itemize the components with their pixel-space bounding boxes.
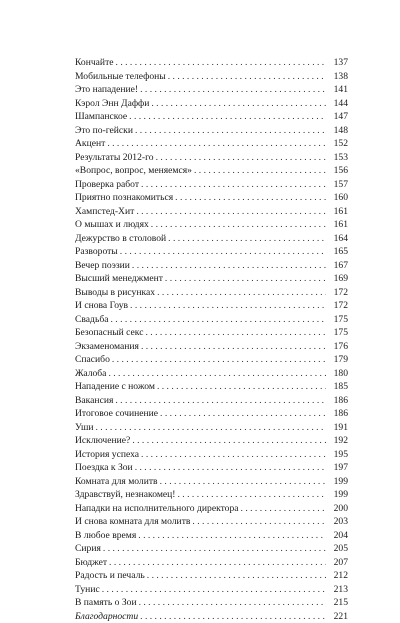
toc-entry-title: Вакансия: [75, 394, 115, 408]
toc-entry: [75, 515, 348, 529]
toc-entry-title: Здравствуй, незнакомец!: [75, 488, 178, 502]
toc-entry-page-number: 152: [326, 137, 348, 151]
toc-dot-leader: [139, 596, 326, 610]
toc-entry-page-number: 191: [326, 421, 348, 435]
toc-entry: [75, 313, 348, 327]
toc-dot-leader: [136, 205, 326, 219]
toc-entry-page-number: 199: [326, 488, 348, 502]
toc-dot-leader: [135, 124, 326, 138]
toc-entry-page-number: 199: [326, 475, 348, 489]
toc-entry-title: Нападки на исполнительного директора: [75, 502, 241, 516]
toc-entry-page-number: 161: [326, 218, 348, 232]
toc-entry-page-number: 156: [326, 164, 348, 178]
toc-dot-leader: [141, 340, 326, 354]
toc-entry-title: Шампанское: [75, 110, 129, 124]
toc-dot-leader: [140, 83, 326, 97]
toc-entry-title: Кончайте: [75, 56, 116, 70]
toc-dot-leader: [157, 380, 326, 394]
toc-dot-leader: [107, 137, 326, 151]
toc-entry-page-number: 185: [326, 380, 348, 394]
toc-entry-title: Результаты 2012-го: [75, 151, 156, 165]
toc-entry-title: Дежурство в столовой: [75, 232, 168, 246]
toc-entry-title: Радость и печаль: [75, 569, 147, 583]
toc-entry-page-number: 203: [326, 515, 348, 529]
toc-dot-leader: [175, 191, 326, 205]
toc-entry-page-number: 180: [326, 367, 348, 381]
toc-entry: [75, 434, 348, 448]
toc-dot-leader: [129, 110, 326, 124]
toc-dot-leader: [168, 232, 326, 246]
toc-dot-leader: [138, 529, 326, 543]
toc-entry-title: Уши: [75, 421, 95, 435]
toc-dot-leader: [130, 299, 326, 313]
toc-entry: [75, 367, 348, 381]
toc-entry: [75, 191, 348, 205]
toc-dot-leader: [141, 448, 326, 462]
toc-entry-page-number: 167: [326, 259, 348, 273]
toc-entry-page-number: 204: [326, 529, 348, 543]
toc-entry-title: Проверка работ: [75, 178, 141, 192]
toc-entry-page-number: 141: [326, 83, 348, 97]
toc-entry-title: И снова комната для молитв: [75, 515, 192, 529]
toc-entry-title: Спасибо: [75, 353, 112, 367]
toc-entry: [75, 272, 348, 286]
toc-entry-page-number: 192: [326, 434, 348, 448]
toc-entry: [75, 259, 348, 273]
toc-dot-leader: [241, 502, 326, 516]
toc-dot-leader: [141, 178, 326, 192]
toc-entry-page-number: 148: [326, 124, 348, 138]
toc-entry: [75, 475, 348, 489]
toc-dot-leader: [165, 272, 326, 286]
toc-entry-title: Нападение с ножом: [75, 380, 157, 394]
toc-entry-title: О мышах и людях: [75, 218, 151, 232]
toc-entry-page-number: 160: [326, 191, 348, 205]
toc-entry-title: Кэрол Энн Даффи: [75, 97, 151, 111]
toc-entry-page-number: 172: [326, 299, 348, 313]
toc-entry-page-number: 169: [326, 272, 348, 286]
toc-dot-leader: [192, 515, 326, 529]
toc-entry-page-number: 215: [326, 596, 348, 610]
toc-entry: [75, 56, 348, 70]
toc-dot-leader: [132, 259, 326, 273]
toc-entry-page-number: 195: [326, 448, 348, 462]
toc-dot-leader: [112, 353, 326, 367]
toc-dot-leader: [160, 475, 326, 489]
toc-entry-page-number: 205: [326, 542, 348, 556]
toc-entry-title: Бюджет: [75, 556, 109, 570]
toc-dot-leader: [194, 164, 326, 178]
toc-entry-title: И снова Гоув: [75, 299, 130, 313]
toc-entry: [75, 596, 348, 610]
toc-entry: [75, 164, 348, 178]
toc-entry-page-number: 144: [326, 97, 348, 111]
toc-dot-leader: [160, 407, 326, 421]
toc-dot-leader: [116, 56, 326, 70]
toc-entry-page-number: 186: [326, 394, 348, 408]
toc-entry-title: Тунис: [75, 583, 102, 597]
toc-entry-page-number: 175: [326, 326, 348, 340]
toc-entry-page-number: 221: [326, 610, 348, 623]
toc-entry: [75, 394, 348, 408]
toc-entry-title: «Вопрос, вопрос, меняемся»: [75, 164, 194, 178]
toc-dot-leader: [115, 394, 326, 408]
toc-entry-page-number: 176: [326, 340, 348, 354]
toc-dot-leader: [151, 97, 326, 111]
toc-entry-page-number: 175: [326, 313, 348, 327]
toc-entry: [75, 110, 348, 124]
toc-dot-leader: [135, 461, 326, 475]
toc-entry: [75, 232, 348, 246]
toc-entry: [75, 299, 348, 313]
toc-entry-title: Это нападение!: [75, 83, 140, 97]
toc-entry-title: Благодарности: [75, 610, 140, 623]
toc-entry: [75, 407, 348, 421]
toc-entry-page-number: 165: [326, 245, 348, 259]
toc-entry-title: Безопасный секс: [75, 326, 146, 340]
toc-entry-title: Исключение?: [75, 434, 132, 448]
toc-entry-title: Вечер поэзии: [75, 259, 132, 273]
toc-entry-title: Поездка к Зои: [75, 461, 135, 475]
toc-entry-title: В любое время: [75, 529, 138, 543]
toc-entry-title: Свадьба: [75, 313, 110, 327]
toc-entry: [75, 245, 348, 259]
toc-dot-leader: [132, 434, 326, 448]
toc-entry-title: История успеха: [75, 448, 141, 462]
toc-entry: [75, 137, 348, 151]
toc-entry: [75, 218, 348, 232]
toc-entry-page-number: 179: [326, 353, 348, 367]
toc-entry-page-number: 207: [326, 556, 348, 570]
toc-entry-title: Сирия: [75, 542, 103, 556]
toc-entry-title: Акцент: [75, 137, 107, 151]
toc-entry-title: Комната для молитв: [75, 475, 160, 489]
toc-dot-leader: [102, 583, 326, 597]
toc-entry: [75, 353, 348, 367]
toc-entry: [75, 178, 348, 192]
toc-entry: [75, 380, 348, 394]
toc-entry-page-number: 161: [326, 205, 348, 219]
toc-entry-page-number: 213: [326, 583, 348, 597]
toc-entry: [75, 461, 348, 475]
toc-dot-leader: [120, 245, 326, 259]
toc-entry: [75, 205, 348, 219]
toc-dot-leader: [109, 556, 326, 570]
toc-entry: [75, 556, 348, 570]
toc-entry-title: Хампстед-Хит: [75, 205, 136, 219]
toc-dot-leader: [108, 367, 326, 381]
toc-dot-leader: [151, 218, 326, 232]
toc-entry: [75, 124, 348, 138]
table-of-contents: [75, 56, 348, 623]
toc-entry-page-number: 138: [326, 70, 348, 84]
toc-entry-title: Мобильные телефоны: [75, 70, 168, 84]
toc-entry-title: В память о Зои: [75, 596, 139, 610]
toc-entry: [75, 542, 348, 556]
toc-entry: [75, 488, 348, 502]
toc-entry: [75, 502, 348, 516]
toc-entry: [75, 97, 348, 111]
toc-dot-leader: [157, 286, 326, 300]
toc-entry: [75, 529, 348, 543]
toc-dot-leader: [178, 488, 327, 502]
toc-entry-page-number: 186: [326, 407, 348, 421]
toc-dot-leader: [156, 151, 326, 165]
toc-entry-page-number: 212: [326, 569, 348, 583]
toc-dot-leader: [103, 542, 326, 556]
toc-dot-leader: [146, 326, 327, 340]
toc-entry-page-number: 137: [326, 56, 348, 70]
toc-entry-title: Приятно познакомиться: [75, 191, 175, 205]
toc-entry: [75, 448, 348, 462]
toc-entry: [75, 70, 348, 84]
toc-entry: [75, 326, 348, 340]
toc-entry: [75, 83, 348, 97]
toc-entry-title: Это по-гейски: [75, 124, 135, 138]
toc-entry-title: Высший менеджмент: [75, 272, 165, 286]
toc-entry-title: Выводы в рисунках: [75, 286, 157, 300]
toc-entry: [75, 286, 348, 300]
toc-entry-title: Итоговое сочинение: [75, 407, 160, 421]
toc-dot-leader: [168, 70, 326, 84]
toc-entry-title: Экзаменомания: [75, 340, 141, 354]
toc-dot-leader: [95, 421, 326, 435]
toc-entry-title: Жалоба: [75, 367, 108, 381]
toc-entry-page-number: 147: [326, 110, 348, 124]
toc-entry: [75, 569, 348, 583]
toc-dot-leader: [110, 313, 326, 327]
toc-entry-page-number: 164: [326, 232, 348, 246]
toc-entry-page-number: 200: [326, 502, 348, 516]
toc-entry-page-number: 197: [326, 461, 348, 475]
toc-dot-leader: [147, 569, 326, 583]
toc-entry: [75, 421, 348, 435]
toc-entry-title: Развороты: [75, 245, 120, 259]
toc-entry: [75, 583, 348, 597]
toc-entry-page-number: 153: [326, 151, 348, 165]
toc-entry-page-number: 157: [326, 178, 348, 192]
toc-entry: [75, 151, 348, 165]
toc-entry-page-number: 172: [326, 286, 348, 300]
toc-entry: [75, 340, 348, 354]
